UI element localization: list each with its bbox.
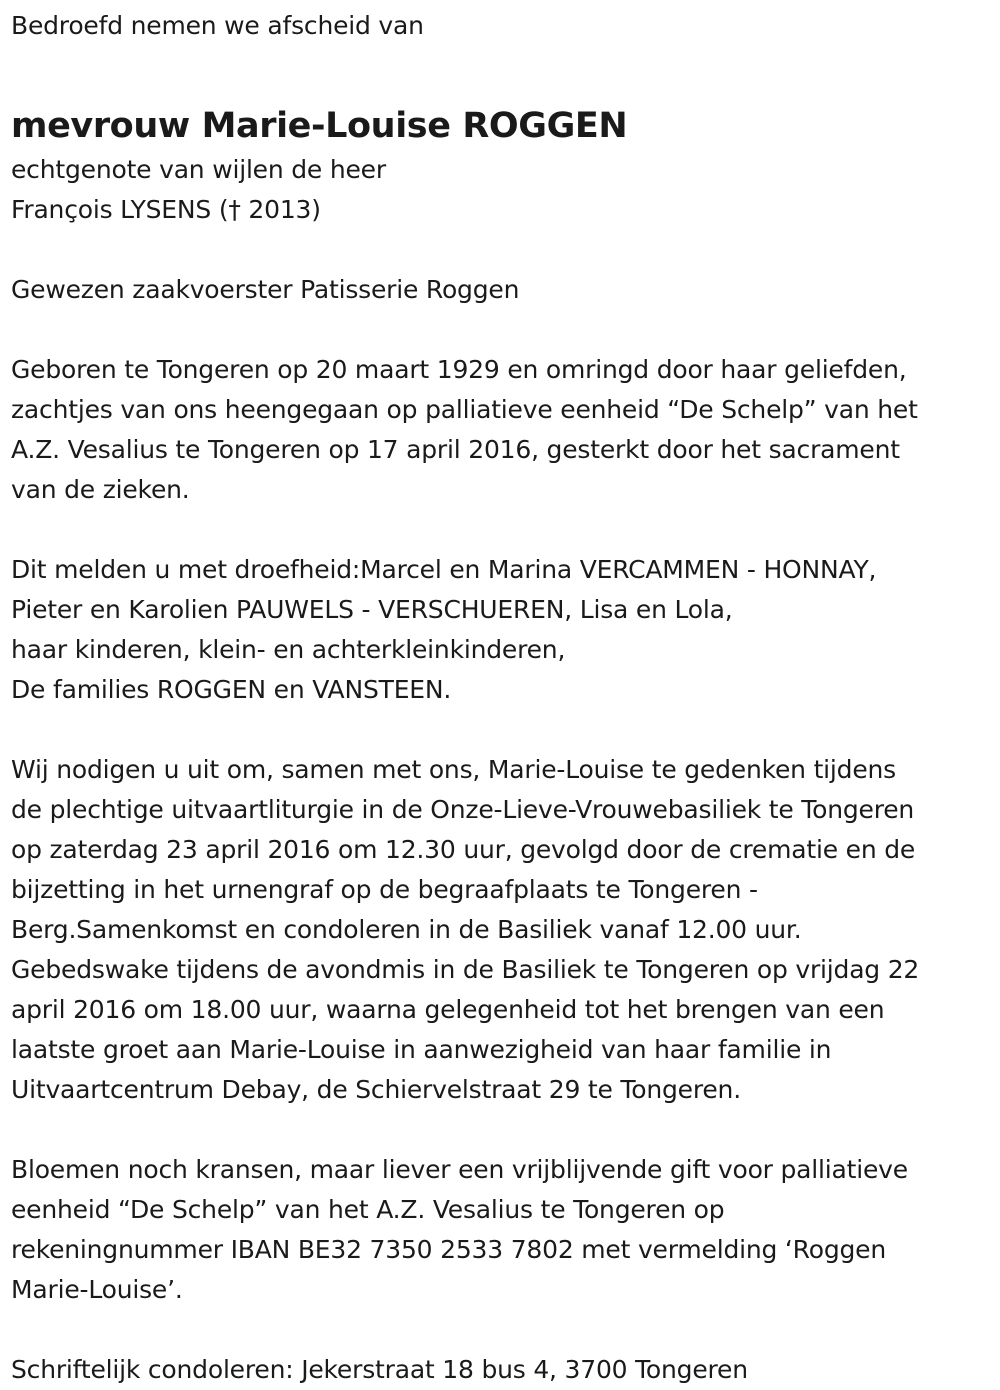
family-line: haar kinderen, klein- en achterkleinkinderen, [11,635,566,664]
spouse-line: François LYSENS († 2013) [11,195,321,224]
flowers-line: Marie-Louise’. [11,1275,183,1304]
flowers-line: eenheid “De Schelp” van het A.Z. Vesalius te Tongeren op [11,1195,725,1224]
obituary-document [11,6,996,1390]
birth-death-line: van de zieken. [11,475,190,504]
flowers-line: Bloemen noch kransen, maar liever een vrijblijvende gift voor palliatieve [11,1155,908,1184]
intro-text: Bedroefd nemen we afscheid van [11,11,424,40]
ceremony-line: Wij nodigen u uit om, samen met ons, Marie-Louise te gedenken tijdens [11,755,896,784]
ceremony-line: Berg.Samenkomst en condoleren in de Basiliek vanaf 12.00 uur. [11,915,802,944]
ceremony-line: laatste groet aan Marie-Louise in aanwezigheid van haar familie in [11,1035,832,1064]
ceremony-line: op zaterdag 23 april 2016 om 12.30 uur, gevolgd door de crematie en de [11,835,916,864]
ceremony-line: Uitvaartcentrum Debay, de Schiervelstraat 29 te Tongeren. [11,1075,741,1104]
ceremony-line: april 2016 om 18.00 uur, waarna gelegenheid tot het brengen van een [11,995,885,1024]
family-line: De families ROGGEN en VANSTEEN. [11,675,452,704]
occupation-text: Gewezen zaakvoerster Patisserie Roggen [11,275,520,304]
birth-death-line: A.Z. Vesalius te Tongeren op 17 april 2016, gesterkt door het sacrament [11,435,900,464]
ceremony-line: bijzetting in het urnengraf op de begraafplaats te Tongeren - [11,875,758,904]
flowers-line: rekeningnummer IBAN BE32 7350 2533 7802 met vermelding ‘Roggen [11,1235,886,1264]
ceremony-line: de plechtige uitvaartliturgie in de Onze-Lieve-Vrouwebasiliek te Tongeren [11,795,915,824]
ceremony-line: Gebedswake tijdens de avondmis in de Basiliek te Tongeren op vrijdag 22 [11,955,920,984]
birth-death-line: zachtjes van ons heengegaan op palliatieve eenheid “De Schelp” van het [11,395,918,424]
family-line: Pieter en Karolien PAUWELS - VERSCHUEREN, Lisa en Lola, [11,595,733,624]
birth-death-line: Geboren te Tongeren op 20 maart 1929 en omringd door haar geliefden, [11,355,907,384]
family-line: Dit melden u met droefheid:Marcel en Marina VERCAMMEN - HONNAY, [11,555,877,584]
condolences-address: Schriftelijk condoleren: Jekerstraat 18 bus 4, 3700 Tongeren [11,1355,748,1384]
deceased-name: mevrouw Marie-Louise ROGGEN [11,106,628,146]
spouse-line: echtgenote van wijlen de heer [11,155,386,184]
